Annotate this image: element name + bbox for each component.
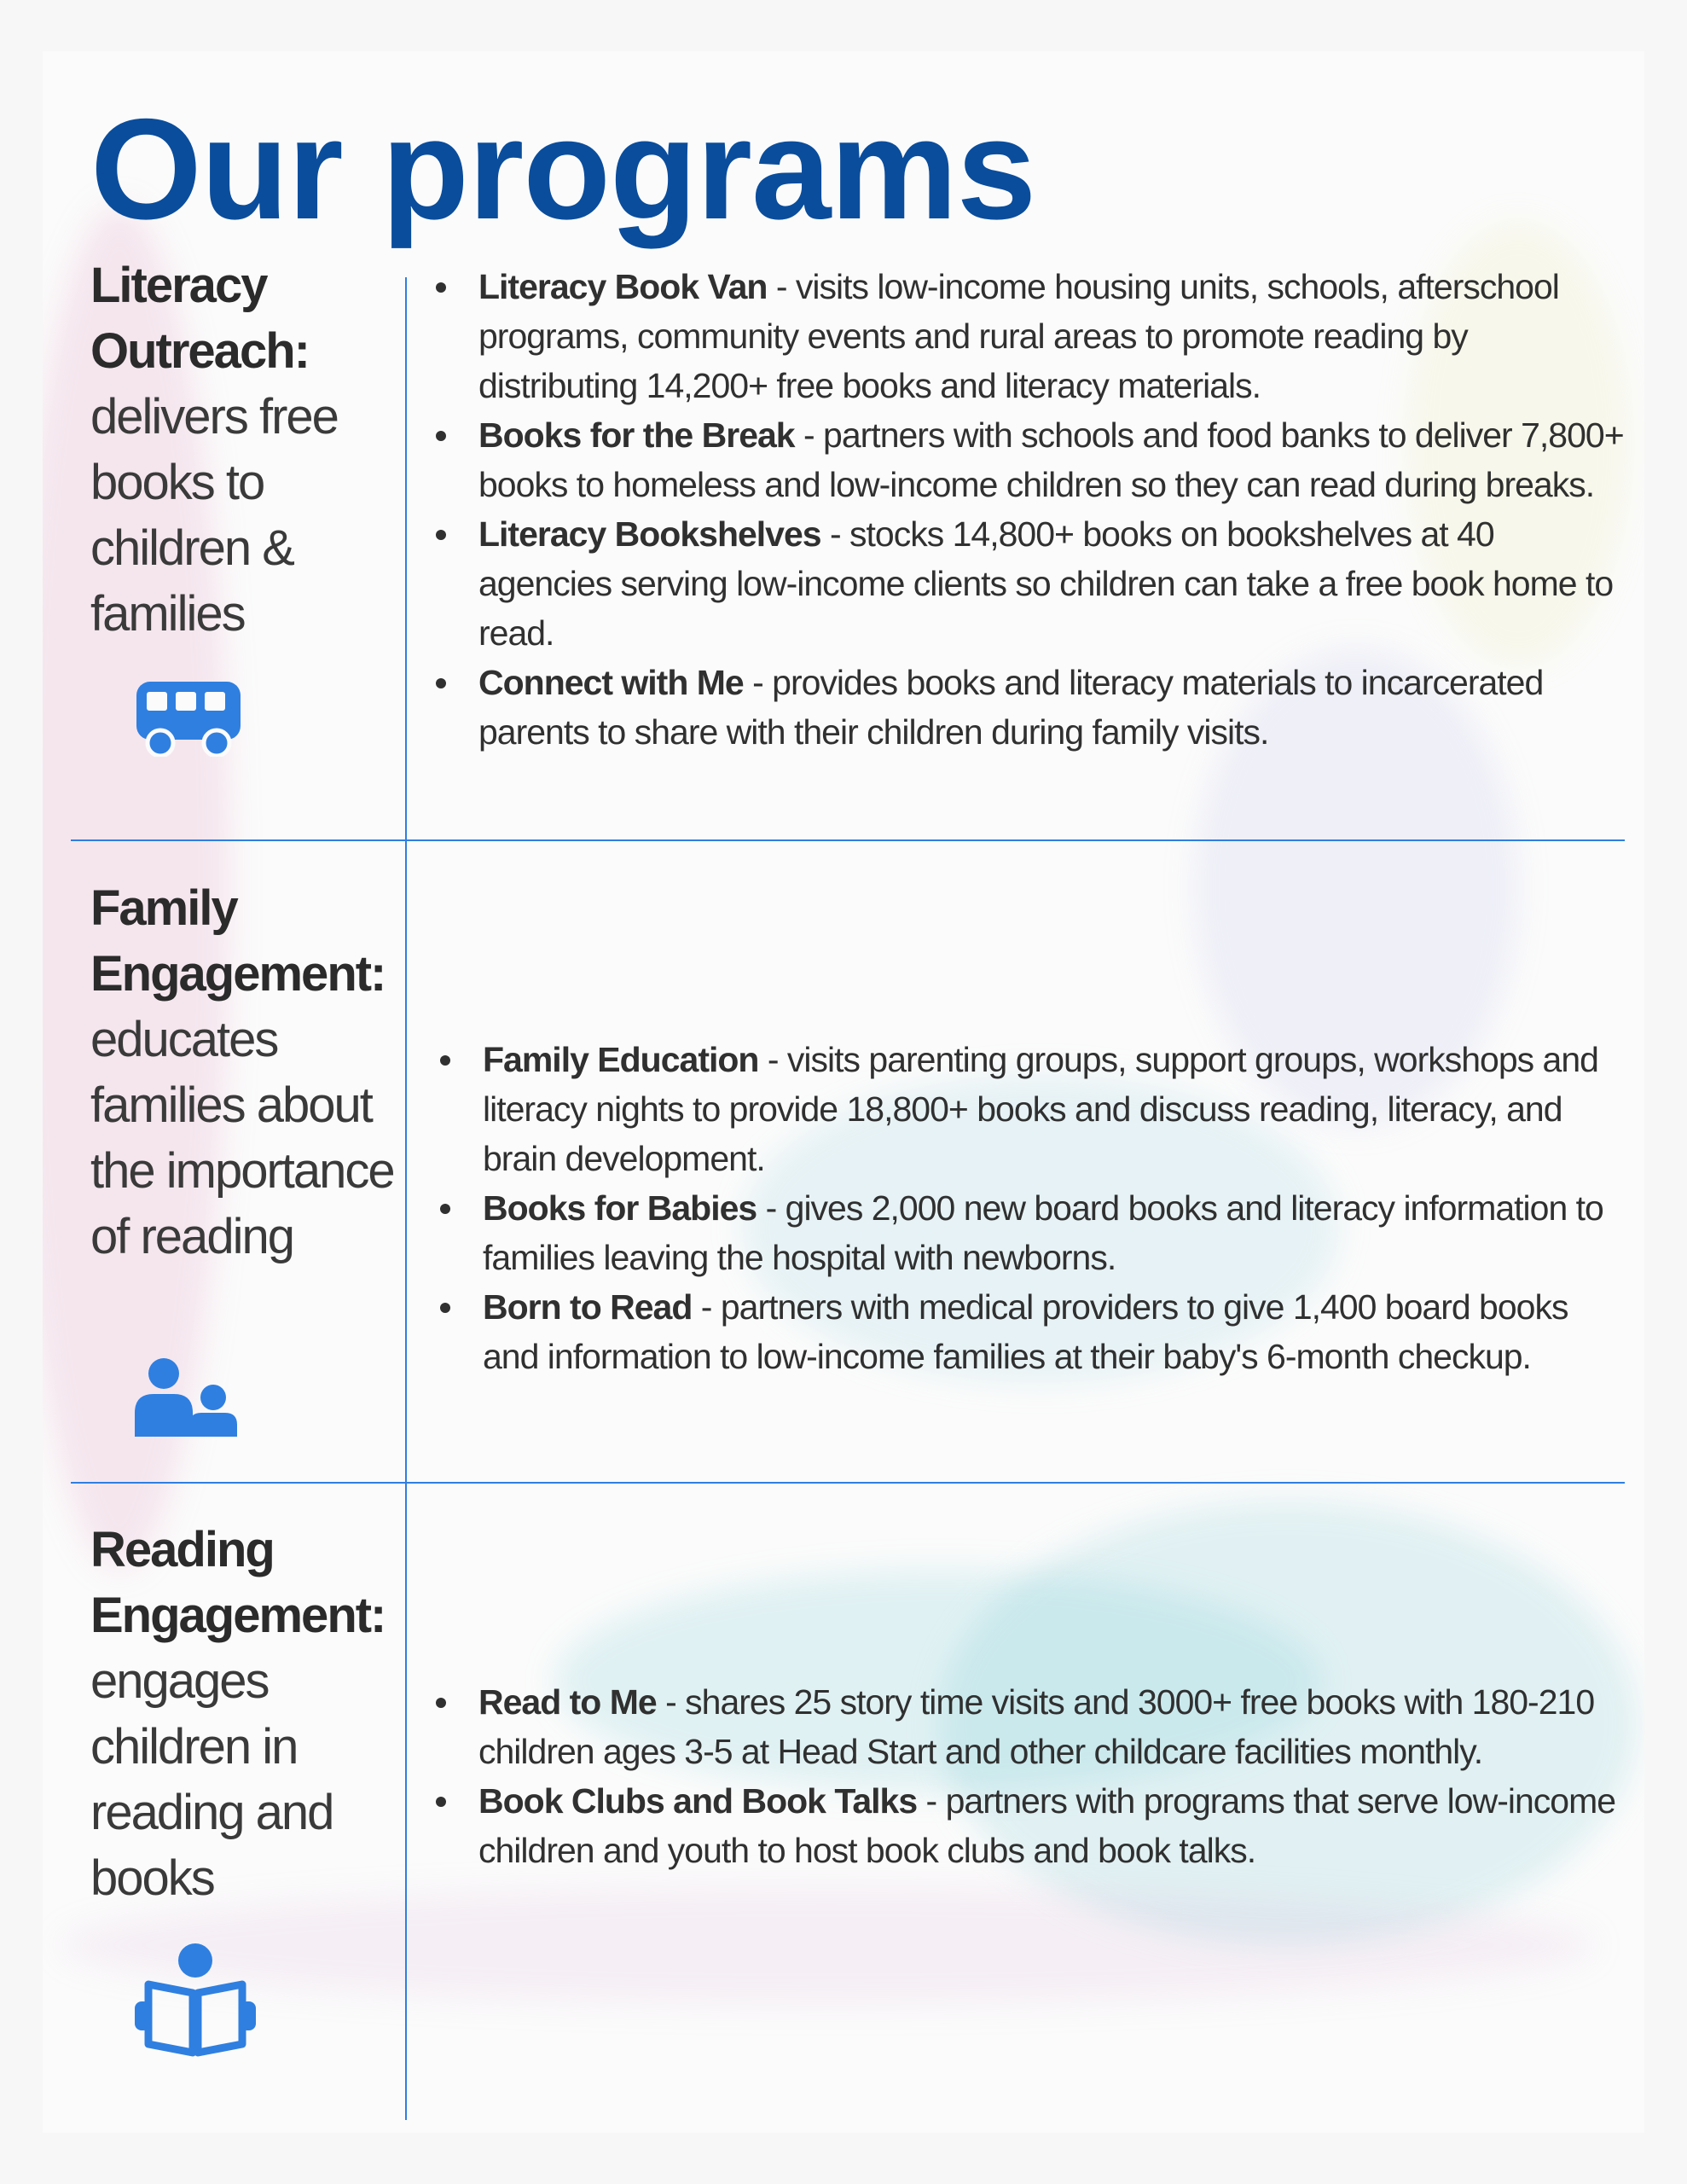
- programs-page: [43, 51, 1644, 2133]
- list-item: [435, 1183, 1625, 1282]
- item-name: Family Education: [483, 1040, 759, 1079]
- parent-child-icon: [133, 1356, 239, 1437]
- item-text: - partners with programs that serve low-income children and youth to host book clubs and book talks.: [478, 1781, 1616, 1870]
- list-item: [435, 1035, 1625, 1183]
- item-text: - partners with schools and food banks to deliver 7,800+ books to homeless and low-income children so they can read during breaks.: [478, 415, 1624, 504]
- program-items-list: [431, 262, 1625, 757]
- program-items-list: [431, 1677, 1625, 1875]
- program-reading-engagement: [90, 1517, 397, 1911]
- page-title: Our programs: [90, 89, 1036, 249]
- list-item: [431, 658, 1625, 757]
- item-text: - visits low-income housing units, schools, afterschool programs, community events and rural areas to promote reading by distributing 14,200+ free books and literacy materials.: [478, 267, 1559, 405]
- list-item: [431, 509, 1625, 658]
- item-name: Books for the Break: [478, 415, 795, 455]
- item-name: Connect with Me: [478, 663, 744, 702]
- program-literacy-outreach: [90, 253, 397, 647]
- item-text: - partners with medical providers to give 1,400 board books and information to low-income families at their baby's 6-month checkup.: [483, 1287, 1568, 1376]
- program-title: Family Engagement:: [90, 880, 386, 1002]
- item-text: - gives 2,000 new board books and literacy information to families leaving the hospital with newborns.: [483, 1188, 1603, 1277]
- item-name: Book Clubs and Book Talks: [478, 1781, 918, 1821]
- program-description: engages children in reading and books: [90, 1653, 333, 1906]
- row-divider: [71, 839, 1625, 841]
- program-family-engagement: [90, 875, 397, 1269]
- item-text: - shares 25 story time visits and 3000+ free books with 180-210 children ages 3-5 at Head Start and other childcare facilities monthly.: [478, 1682, 1595, 1771]
- item-name: Literacy Bookshelves: [478, 514, 821, 554]
- item-text: - provides books and literacy materials to incarcerated parents to share with their children during family visits.: [478, 663, 1544, 752]
- item-name: Born to Read: [483, 1287, 693, 1327]
- list-item: [431, 1677, 1625, 1776]
- row-divider: [71, 1482, 1625, 1484]
- program-items-list: [435, 1035, 1625, 1381]
- list-item: [431, 1776, 1625, 1875]
- list-item: [431, 262, 1625, 410]
- list-item: [431, 410, 1625, 509]
- program-description: delivers free books to children & families: [90, 389, 338, 642]
- list-item: [435, 1282, 1625, 1381]
- item-name: Literacy Book Van: [478, 267, 768, 306]
- item-name: Read to Me: [478, 1682, 657, 1722]
- program-description: educates families about the importance of reading: [90, 1012, 394, 1264]
- item-name: Books for Babies: [483, 1188, 757, 1228]
- item-text: - visits parenting groups, support groups, workshops and literacy nights to provide 18,800+ books and discuss reading, literacy, and brain development.: [483, 1040, 1598, 1178]
- item-text: - stocks 14,800+ books on bookshelves at 40 agencies serving low-income clients so children can take a free book home to read.: [478, 514, 1614, 653]
- reader-book-icon: [133, 1942, 258, 2058]
- column-divider: [405, 277, 407, 2120]
- bus-icon: [133, 678, 244, 757]
- program-title: Literacy Outreach:: [90, 258, 309, 379]
- program-title: Reading Engagement:: [90, 1522, 386, 1643]
